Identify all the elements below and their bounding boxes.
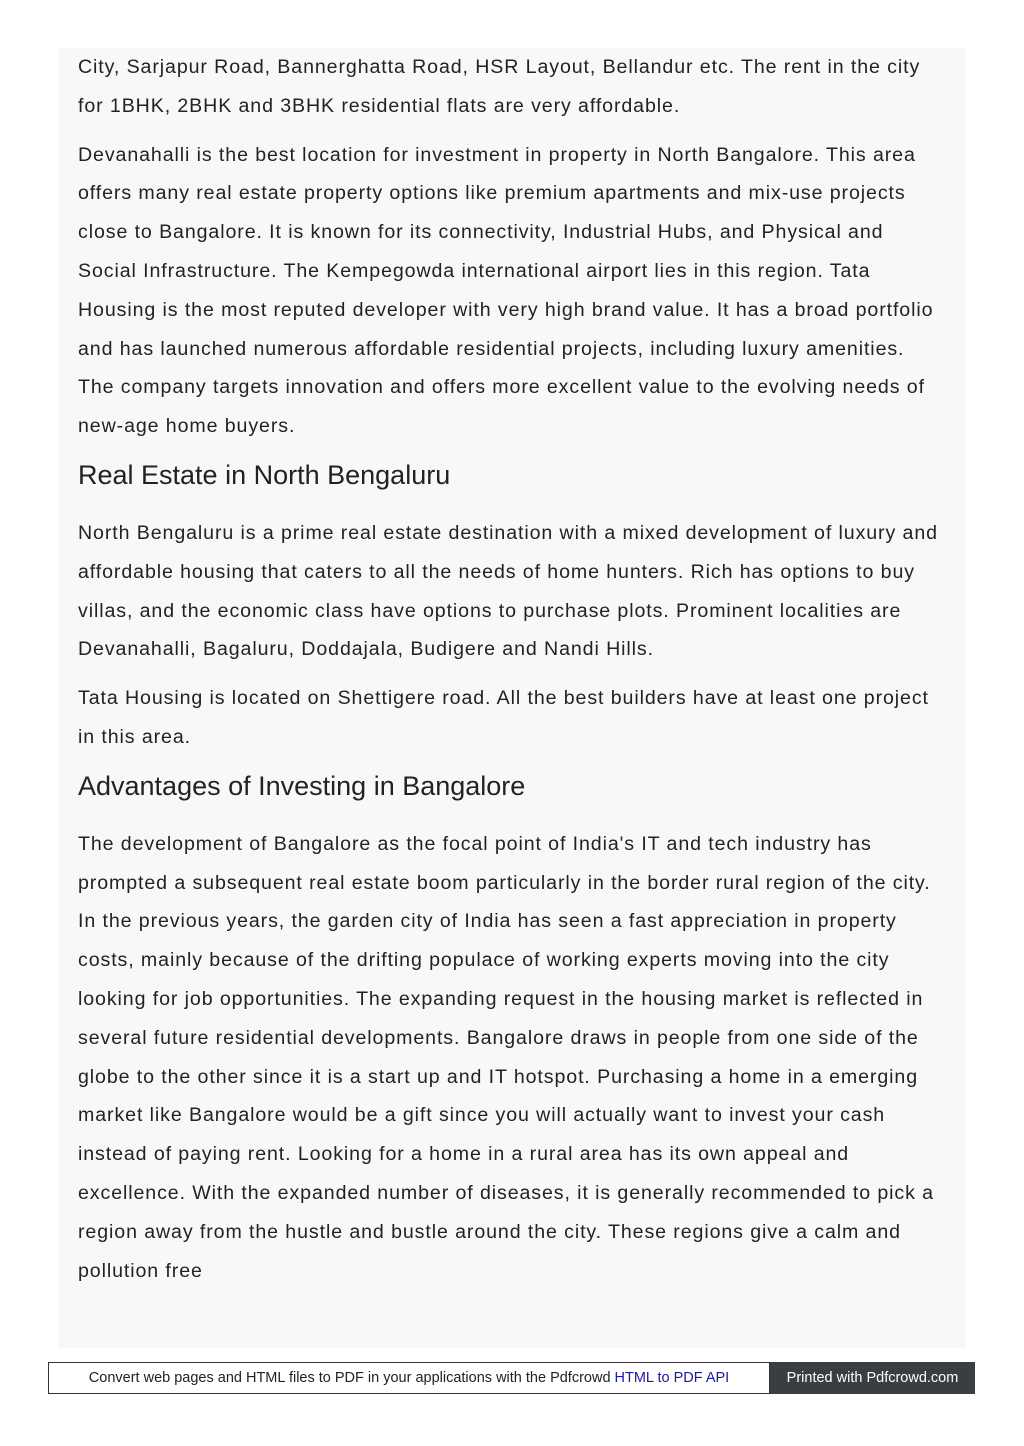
footer-printed-badge[interactable] [770, 1362, 975, 1394]
paragraph-north-bengaluru: North Bengaluru is a prime real estate destination with a mixed development of luxury and affordable housing that caters to all the needs of home hunters. Rich has options to buy villas, and the economic class have options to purchase plots. Prominent localities are Devanahalli, Bagaluru, Doddajala, Budigere and Nandi Hills. [78, 521, 938, 661]
heading-advantages: Advantages of Investing in Bangalore [78, 770, 526, 801]
article-content [58, 48, 966, 1348]
paragraph-devanahalli: Devanahalli is the best location for investment in property in North Bangalore. This area offers many real estate property options like premium apartments and mix-use projects close to Bangalore. It is known for its connectivity, Industrial Hubs, and Physical and Social Infrastructure. The Kempegowda international airport lies in this region. Tata Housing is the most reputed developer with very high brand value. It has a broad portfolio and has launched numerous affordable residential projects, including luxury amenities. The company targets innovation and offers more excellent value to the evolving needs of new-age home buyers. [78, 143, 934, 438]
footer-promo [48, 1362, 770, 1394]
footer-printed-label: Printed with Pdfcrowd.com [786, 1370, 959, 1386]
footer-promo-text: Convert web pages and HTML files to PDF in your applications with the Pdfcrowd [88, 1370, 611, 1386]
pdfcrowd-footer [48, 1362, 975, 1394]
article-body [58, 48, 966, 1290]
paragraph-rent: City, Sarjapur Road, Bannerghatta Road, HSR Layout, Bellandur etc. The rent in the city for 1BHK, 2BHK and 3BHK residential flats are very affordable. [78, 56, 921, 117]
paragraph-tata-housing: Tata Housing is located on Shettigere road. All the best builders have at least one project in this area. [78, 687, 929, 748]
paragraph-advantages: The development of Bangalore as the focal point of India's IT and tech industry has prompted a subsequent real estate boom particularly in the border rural region of the city. In the previous years, the garden city of India has seen a fast appreciation in property costs, mainly because of the drifting populace of working experts moving into the city looking for job opportunities. The expanding request in the housing market is reflected in several future residential developments. Bangalore draws in people from one side of the globe to the other since it is a start up and IT hotspot. Purchasing a home in a emerging market like Bangalore would be a gift since you will actually want to invest your cash instead of paying rent. Looking for a home in a rural area has its own appeal and excellence. With the expanded number of diseases, it is generally recommended to pick a region away from the hustle and bustle around the city. These regions give a calm and pollution free [78, 832, 934, 1282]
html-to-pdf-api-link[interactable]: HTML to PDF API [614, 1370, 730, 1386]
heading-north-bengaluru: Real Estate in North Bengaluru [78, 459, 451, 490]
